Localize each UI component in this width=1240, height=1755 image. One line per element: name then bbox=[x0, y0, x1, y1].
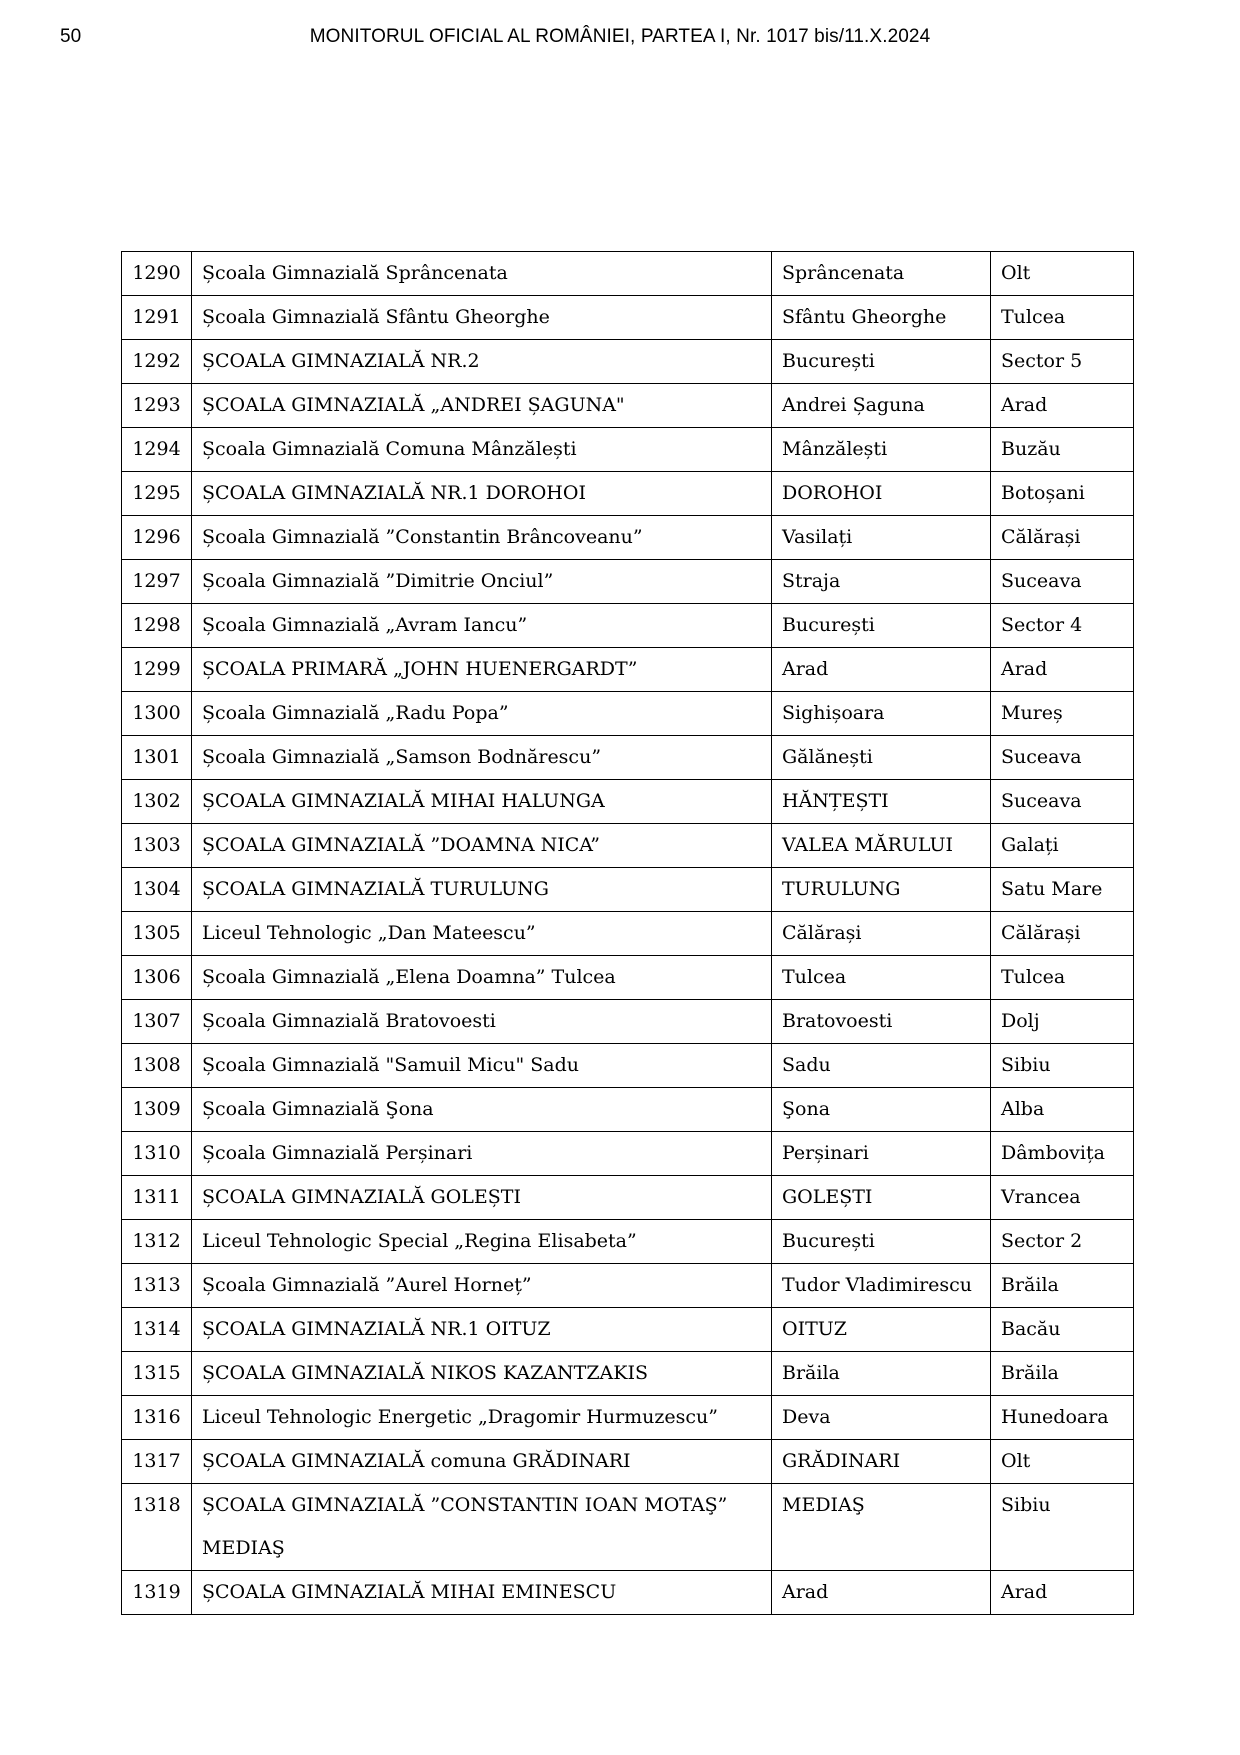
locality-cell: Călărași bbox=[772, 912, 991, 956]
county-cell: Dâmbovița bbox=[991, 1132, 1134, 1176]
table-row bbox=[122, 428, 1134, 472]
school-name-cell: Școala Gimnazială Sprâncenata bbox=[192, 252, 772, 296]
row-number-cell: 1294 bbox=[122, 428, 192, 472]
locality-cell: Tulcea bbox=[772, 956, 991, 1000]
table-row bbox=[122, 1132, 1134, 1176]
row-number-cell: 1303 bbox=[122, 824, 192, 868]
county-cell: Călărași bbox=[991, 912, 1134, 956]
county-cell: Arad bbox=[991, 1571, 1134, 1615]
table-row bbox=[122, 340, 1134, 384]
row-number-cell: 1295 bbox=[122, 472, 192, 516]
table-row bbox=[122, 780, 1134, 824]
table-row bbox=[122, 868, 1134, 912]
county-cell: Suceava bbox=[991, 560, 1134, 604]
row-number-cell: 1319 bbox=[122, 1571, 192, 1615]
school-name-cell: Școala Gimnazială „Avram Iancu” bbox=[192, 604, 772, 648]
school-name-cell: ȘCOALA PRIMARĂ „JOHN HUENERGARDT” bbox=[192, 648, 772, 692]
county-cell: Sibiu bbox=[991, 1484, 1134, 1571]
table-row bbox=[122, 1352, 1134, 1396]
county-cell: Brăila bbox=[991, 1264, 1134, 1308]
county-cell: Brăila bbox=[991, 1352, 1134, 1396]
row-number-cell: 1305 bbox=[122, 912, 192, 956]
county-cell: Suceava bbox=[991, 780, 1134, 824]
locality-cell: București bbox=[772, 604, 991, 648]
table-row bbox=[122, 1000, 1134, 1044]
school-name-cell: Școala Gimnazială Şona bbox=[192, 1088, 772, 1132]
school-name-cell: Școala Gimnazială ”Dimitrie Onciul” bbox=[192, 560, 772, 604]
school-name-cell: Școala Gimnazială "Samuil Micu" Sadu bbox=[192, 1044, 772, 1088]
table-row bbox=[122, 1044, 1134, 1088]
school-name-cell: Liceul Tehnologic Special „Regina Elisabeta” bbox=[192, 1220, 772, 1264]
table-row bbox=[122, 1440, 1134, 1484]
table-row bbox=[122, 956, 1134, 1000]
row-number-cell: 1300 bbox=[122, 692, 192, 736]
publication-title: MONITORUL OFICIAL AL ROMÂNIEI, PARTEA I, Nr. 1017 bis/11.X.2024 bbox=[309, 26, 931, 47]
row-number-cell: 1314 bbox=[122, 1308, 192, 1352]
school-name-cell: ȘCOALA GIMNAZIALĂ „ANDREI ȘAGUNA" bbox=[192, 384, 772, 428]
county-cell: Satu Mare bbox=[991, 868, 1134, 912]
county-cell: Suceava bbox=[991, 736, 1134, 780]
schools-table bbox=[121, 251, 1134, 1615]
table-row bbox=[122, 252, 1134, 296]
locality-cell: București bbox=[772, 340, 991, 384]
row-number-cell: 1302 bbox=[122, 780, 192, 824]
row-number-cell: 1290 bbox=[122, 252, 192, 296]
school-name-cell: Liceul Tehnologic Energetic „Dragomir Hurmuzescu” bbox=[192, 1396, 772, 1440]
locality-cell: Sadu bbox=[772, 1044, 991, 1088]
county-cell: Sector 2 bbox=[991, 1220, 1134, 1264]
row-number-cell: 1307 bbox=[122, 1000, 192, 1044]
county-cell: Mureș bbox=[991, 692, 1134, 736]
locality-cell: Vasilați bbox=[772, 516, 991, 560]
county-cell: Arad bbox=[991, 648, 1134, 692]
county-cell: Bacău bbox=[991, 1308, 1134, 1352]
table-row bbox=[122, 472, 1134, 516]
school-name-cell: Școala Gimnazială ”Aurel Horneț” bbox=[192, 1264, 772, 1308]
row-number-cell: 1308 bbox=[122, 1044, 192, 1088]
locality-cell: Arad bbox=[772, 648, 991, 692]
locality-cell: Bratovoesti bbox=[772, 1000, 991, 1044]
table-row bbox=[122, 1396, 1134, 1440]
row-number-cell: 1299 bbox=[122, 648, 192, 692]
school-name-cell: Școala Gimnazială Comuna Mânzălești bbox=[192, 428, 772, 472]
table-row bbox=[122, 1176, 1134, 1220]
table-row bbox=[122, 604, 1134, 648]
county-cell: Alba bbox=[991, 1088, 1134, 1132]
school-name-cell: Școala Gimnazială ”Constantin Brâncoveanu” bbox=[192, 516, 772, 560]
county-cell: Olt bbox=[991, 1440, 1134, 1484]
locality-cell: Tudor Vladimirescu bbox=[772, 1264, 991, 1308]
row-number-cell: 1309 bbox=[122, 1088, 192, 1132]
table-row bbox=[122, 912, 1134, 956]
locality-cell: GRĂDINARI bbox=[772, 1440, 991, 1484]
county-cell: Hunedoara bbox=[991, 1396, 1134, 1440]
county-cell: Galați bbox=[991, 824, 1134, 868]
table-row bbox=[122, 1264, 1134, 1308]
row-number-cell: 1304 bbox=[122, 868, 192, 912]
table-row bbox=[122, 1484, 1134, 1571]
school-name-cell: ȘCOALA GIMNAZIALĂ GOLEȘTI bbox=[192, 1176, 772, 1220]
school-name-cell: Școala Gimnazială Perșinari bbox=[192, 1132, 772, 1176]
locality-cell: Deva bbox=[772, 1396, 991, 1440]
table-row bbox=[122, 560, 1134, 604]
county-cell: Călărași bbox=[991, 516, 1134, 560]
school-name-cell: ȘCOALA GIMNAZIALĂ NR.1 DOROHOI bbox=[192, 472, 772, 516]
schools-table-body bbox=[122, 252, 1134, 1615]
county-cell: Dolj bbox=[991, 1000, 1134, 1044]
row-number-cell: 1301 bbox=[122, 736, 192, 780]
row-number-cell: 1317 bbox=[122, 1440, 192, 1484]
row-number-cell: 1315 bbox=[122, 1352, 192, 1396]
county-cell: Sibiu bbox=[991, 1044, 1134, 1088]
locality-cell: Sfântu Gheorghe bbox=[772, 296, 991, 340]
table-row bbox=[122, 648, 1134, 692]
locality-cell: Şona bbox=[772, 1088, 991, 1132]
locality-cell: Brăila bbox=[772, 1352, 991, 1396]
school-name-cell: ȘCOALA GIMNAZIALĂ ”CONSTANTIN IOAN MOTAŞ” MEDIAŞ bbox=[192, 1484, 772, 1571]
table-row bbox=[122, 296, 1134, 340]
table-row bbox=[122, 1571, 1134, 1615]
page-number: 50 bbox=[60, 26, 82, 47]
table-row bbox=[122, 736, 1134, 780]
table-row bbox=[122, 516, 1134, 560]
row-number-cell: 1298 bbox=[122, 604, 192, 648]
locality-cell: Straja bbox=[772, 560, 991, 604]
locality-cell: Andrei Șaguna bbox=[772, 384, 991, 428]
row-number-cell: 1311 bbox=[122, 1176, 192, 1220]
table-row bbox=[122, 1220, 1134, 1264]
school-name-cell: ȘCOALA GIMNAZIALĂ TURULUNG bbox=[192, 868, 772, 912]
county-cell: Sector 4 bbox=[991, 604, 1134, 648]
county-cell: Botoșani bbox=[991, 472, 1134, 516]
county-cell: Arad bbox=[991, 384, 1134, 428]
locality-cell: Arad bbox=[772, 1571, 991, 1615]
locality-cell: VALEA MĂRULUI bbox=[772, 824, 991, 868]
table-row bbox=[122, 1088, 1134, 1132]
locality-cell: OITUZ bbox=[772, 1308, 991, 1352]
school-name-cell: ȘCOALA GIMNAZIALĂ NIKOS KAZANTZAKIS bbox=[192, 1352, 772, 1396]
locality-cell: Sighișoara bbox=[772, 692, 991, 736]
row-number-cell: 1318 bbox=[122, 1484, 192, 1571]
county-cell: Buzău bbox=[991, 428, 1134, 472]
locality-cell: Gălănești bbox=[772, 736, 991, 780]
school-name-cell: ȘCOALA GIMNAZIALĂ NR.1 OITUZ bbox=[192, 1308, 772, 1352]
county-cell: Vrancea bbox=[991, 1176, 1134, 1220]
locality-cell: HĂNȚEȘTI bbox=[772, 780, 991, 824]
school-name-cell: ȘCOALA GIMNAZIALĂ NR.2 bbox=[192, 340, 772, 384]
locality-cell: Perșinari bbox=[772, 1132, 991, 1176]
school-name-cell: Școala Gimnazială „Elena Doamna” Tulcea bbox=[192, 956, 772, 1000]
row-number-cell: 1296 bbox=[122, 516, 192, 560]
row-number-cell: 1306 bbox=[122, 956, 192, 1000]
school-name-cell: ȘCOALA GIMNAZIALĂ MIHAI HALUNGA bbox=[192, 780, 772, 824]
row-number-cell: 1313 bbox=[122, 1264, 192, 1308]
row-number-cell: 1291 bbox=[122, 296, 192, 340]
school-name-cell: ȘCOALA GIMNAZIALĂ MIHAI EMINESCU bbox=[192, 1571, 772, 1615]
school-name-cell: ȘCOALA GIMNAZIALĂ ”DOAMNA NICA” bbox=[192, 824, 772, 868]
school-name-cell: Școala Gimnazială Bratovoesti bbox=[192, 1000, 772, 1044]
school-name-cell: Școala Gimnazială „Samson Bodnărescu” bbox=[192, 736, 772, 780]
locality-cell: MEDIAŞ bbox=[772, 1484, 991, 1571]
locality-cell: Sprâncenata bbox=[772, 252, 991, 296]
row-number-cell: 1316 bbox=[122, 1396, 192, 1440]
school-name-cell: ȘCOALA GIMNAZIALĂ comuna GRĂDINARI bbox=[192, 1440, 772, 1484]
row-number-cell: 1297 bbox=[122, 560, 192, 604]
county-cell: Tulcea bbox=[991, 956, 1134, 1000]
county-cell: Olt bbox=[991, 252, 1134, 296]
table-row bbox=[122, 692, 1134, 736]
row-number-cell: 1292 bbox=[122, 340, 192, 384]
table-row bbox=[122, 1308, 1134, 1352]
row-number-cell: 1312 bbox=[122, 1220, 192, 1264]
locality-cell: București bbox=[772, 1220, 991, 1264]
school-name-cell: Școala Gimnazială Sfântu Gheorghe bbox=[192, 296, 772, 340]
locality-cell: GOLEȘTI bbox=[772, 1176, 991, 1220]
county-cell: Tulcea bbox=[991, 296, 1134, 340]
table-row bbox=[122, 824, 1134, 868]
locality-cell: TURULUNG bbox=[772, 868, 991, 912]
school-name-cell: Liceul Tehnologic „Dan Mateescu” bbox=[192, 912, 772, 956]
row-number-cell: 1293 bbox=[122, 384, 192, 428]
page-header bbox=[0, 22, 1240, 52]
locality-cell: Mânzălești bbox=[772, 428, 991, 472]
county-cell: Sector 5 bbox=[991, 340, 1134, 384]
locality-cell: DOROHOI bbox=[772, 472, 991, 516]
table-row bbox=[122, 384, 1134, 428]
school-name-cell: Școala Gimnazială „Radu Popa” bbox=[192, 692, 772, 736]
row-number-cell: 1310 bbox=[122, 1132, 192, 1176]
